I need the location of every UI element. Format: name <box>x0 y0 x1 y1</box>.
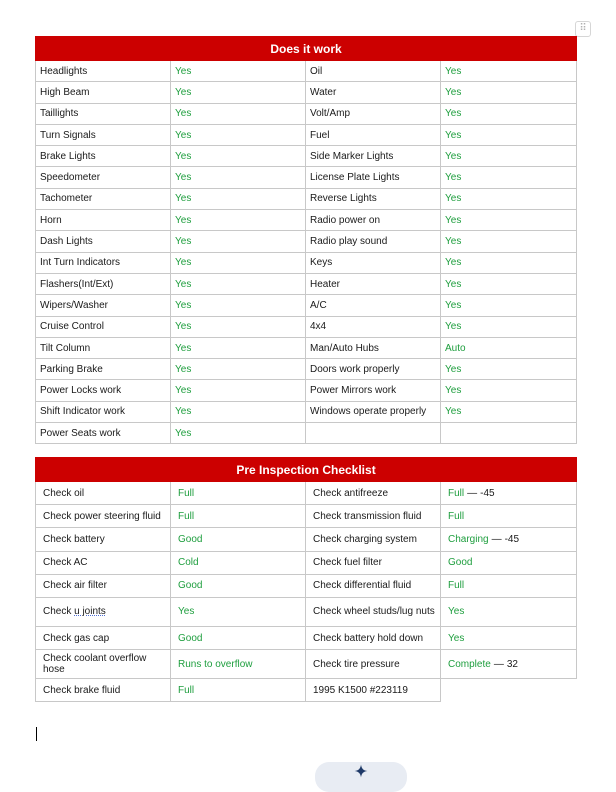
item-label: Heater <box>306 273 441 294</box>
item-value: Yes <box>441 188 577 209</box>
check-label: Check air filter <box>36 574 171 597</box>
item-label: Radio play sound <box>306 231 441 252</box>
item-label: Man/Auto Hubs <box>306 337 441 358</box>
table-row <box>36 337 577 358</box>
table-title: Pre Inspection Checklist <box>36 458 577 482</box>
check-value-text: Full <box>448 487 465 499</box>
item-value: Yes <box>441 210 577 231</box>
item-value: Yes <box>171 423 306 444</box>
table-row <box>36 482 577 505</box>
item-label: Taillights <box>36 103 171 124</box>
item-value: Yes <box>171 188 306 209</box>
check-label: Check fuel filter <box>306 551 441 574</box>
check-label: Check differential fluid <box>306 574 441 597</box>
drag-handle-icon[interactable]: ⠿ <box>575 21 591 37</box>
table-row <box>36 316 577 337</box>
item-value: Yes <box>441 61 577 82</box>
check-value: Good <box>171 574 306 597</box>
check-value-text: Full <box>448 580 465 592</box>
item-value: Yes <box>441 273 577 294</box>
item-label: Wipers/Washer <box>36 295 171 316</box>
check-value <box>441 528 577 551</box>
item-value: Yes <box>441 252 577 273</box>
empty-cell <box>441 679 577 702</box>
item-label: A/C <box>306 295 441 316</box>
item-value: Yes <box>171 359 306 380</box>
table-row <box>36 146 577 167</box>
em-dash: — <box>491 533 502 545</box>
item-value: Yes <box>441 146 577 167</box>
table-row <box>36 574 577 597</box>
check-label: 1995 K1500 #223119 <box>306 679 441 702</box>
check-label: Check antifreeze <box>306 482 441 505</box>
table-row <box>36 401 577 422</box>
item-label: Int Turn Indicators <box>36 252 171 273</box>
check-value <box>441 650 577 679</box>
item-value: Yes <box>441 167 577 188</box>
item-value <box>441 423 577 444</box>
item-value: Yes <box>441 124 577 145</box>
check-label: Check tire pressure <box>306 650 441 679</box>
check-value <box>441 482 577 505</box>
item-value: Yes <box>441 295 577 316</box>
check-value-text: Yes <box>448 632 465 644</box>
item-value: Auto <box>441 337 577 358</box>
item-value: Yes <box>441 103 577 124</box>
item-label: Oil <box>306 61 441 82</box>
check-value: Full <box>171 482 306 505</box>
table-row <box>36 551 577 574</box>
check-value: Runs to overflow <box>171 650 306 679</box>
table-row <box>36 82 577 103</box>
table-row <box>36 528 577 551</box>
item-value: Yes <box>171 146 306 167</box>
item-value: Yes <box>171 210 306 231</box>
item-label: Turn Signals <box>36 124 171 145</box>
item-label: Shift Indicator work <box>36 401 171 422</box>
check-label <box>36 597 171 626</box>
item-label: Volt/Amp <box>306 103 441 124</box>
check-label: Check brake fluid <box>36 679 171 702</box>
check-value-text: Charging <box>448 533 489 545</box>
item-label: Parking Brake <box>36 359 171 380</box>
table-row <box>36 252 577 273</box>
item-value: Yes <box>171 167 306 188</box>
em-dash: — <box>467 487 478 499</box>
item-value: Yes <box>441 401 577 422</box>
check-extra-value: -45 <box>504 533 520 545</box>
item-label: Flashers(Int/Ext) <box>36 273 171 294</box>
item-label: High Beam <box>36 82 171 103</box>
item-value: Yes <box>171 124 306 145</box>
check-label: Check gas cap <box>36 626 171 649</box>
item-label: Tilt Column <box>36 337 171 358</box>
table-row <box>36 650 577 679</box>
check-label: Check power steering fluid <box>36 505 171 528</box>
check-label: Check AC <box>36 551 171 574</box>
item-value: Yes <box>171 231 306 252</box>
item-value: Yes <box>171 82 306 103</box>
table-row <box>36 626 577 649</box>
check-value: Full <box>171 679 306 702</box>
check-value-text: Good <box>448 557 473 569</box>
item-label: Horn <box>36 210 171 231</box>
item-value: Yes <box>171 401 306 422</box>
table-row <box>36 273 577 294</box>
check-label-text: Check <box>43 606 75 618</box>
item-label: Speedometer <box>36 167 171 188</box>
check-label: Check wheel studs/lug nuts <box>306 597 441 626</box>
item-label: Water <box>306 82 441 103</box>
item-label: Radio power on <box>306 210 441 231</box>
check-label: Check battery <box>36 528 171 551</box>
item-value: Yes <box>441 316 577 337</box>
item-label: Windows operate properly <box>306 401 441 422</box>
item-value: Yes <box>171 316 306 337</box>
item-value: Yes <box>441 359 577 380</box>
table-row <box>36 124 577 145</box>
table-row <box>36 231 577 252</box>
table-row <box>36 61 577 82</box>
check-label: Check charging system <box>306 528 441 551</box>
item-label: Fuel <box>306 124 441 145</box>
check-value-text: Complete <box>448 658 491 670</box>
item-label: Doors work properly <box>306 359 441 380</box>
item-value: Yes <box>171 273 306 294</box>
check-value <box>441 505 577 528</box>
does-it-work-table <box>35 36 577 444</box>
item-label: 4x4 <box>306 316 441 337</box>
em-dash: — <box>493 658 504 670</box>
item-label: Tachometer <box>36 188 171 209</box>
item-label: Dash Lights <box>36 231 171 252</box>
item-label: Brake Lights <box>36 146 171 167</box>
check-value <box>441 551 577 574</box>
table-row <box>36 679 577 702</box>
sparkle-icon <box>354 764 368 778</box>
check-value: Cold <box>171 551 306 574</box>
check-value: Full <box>171 505 306 528</box>
pre-inspection-table <box>35 457 577 702</box>
item-label: Power Locks work <box>36 380 171 401</box>
check-value: Good <box>171 528 306 551</box>
check-value <box>441 574 577 597</box>
table-row <box>36 188 577 209</box>
item-label <box>306 423 441 444</box>
item-value: Yes <box>441 82 577 103</box>
item-label: Side Marker Lights <box>306 146 441 167</box>
item-value: Yes <box>441 231 577 252</box>
table-row <box>36 597 577 626</box>
table-row <box>36 295 577 316</box>
item-value: Yes <box>171 295 306 316</box>
table-row <box>36 103 577 124</box>
item-value: Yes <box>171 337 306 358</box>
check-value <box>441 626 577 649</box>
item-label: Cruise Control <box>36 316 171 337</box>
check-label: Check battery hold down <box>306 626 441 649</box>
check-label: Check coolant overflow hose <box>36 650 171 679</box>
item-value: Yes <box>171 61 306 82</box>
check-label: Check oil <box>36 482 171 505</box>
table-row <box>36 210 577 231</box>
table-row <box>36 423 577 444</box>
item-label: Keys <box>306 252 441 273</box>
check-label: Check transmission fluid <box>306 505 441 528</box>
item-value: Yes <box>171 380 306 401</box>
assistant-button[interactable] <box>315 762 407 792</box>
check-value-text: Full <box>448 510 465 522</box>
spelling-suggestion[interactable]: u joints <box>74 606 106 618</box>
check-value: Yes <box>171 597 306 626</box>
check-value: Good <box>171 626 306 649</box>
check-extra-value: -45 <box>480 487 495 499</box>
text-cursor <box>36 727 37 741</box>
table-row <box>36 380 577 401</box>
item-label: Power Seats work <box>36 423 171 444</box>
check-value <box>441 597 577 626</box>
item-value: Yes <box>171 103 306 124</box>
item-label: License Plate Lights <box>306 167 441 188</box>
table-row <box>36 167 577 188</box>
check-extra-value: 32 <box>506 658 518 670</box>
item-label: Power Mirrors work <box>306 380 441 401</box>
item-value: Yes <box>171 252 306 273</box>
table-title: Does it work <box>36 37 577 61</box>
check-value-text: Yes <box>448 606 465 618</box>
item-value: Yes <box>441 380 577 401</box>
item-label: Reverse Lights <box>306 188 441 209</box>
table-row <box>36 505 577 528</box>
item-label: Headlights <box>36 61 171 82</box>
table-row <box>36 359 577 380</box>
